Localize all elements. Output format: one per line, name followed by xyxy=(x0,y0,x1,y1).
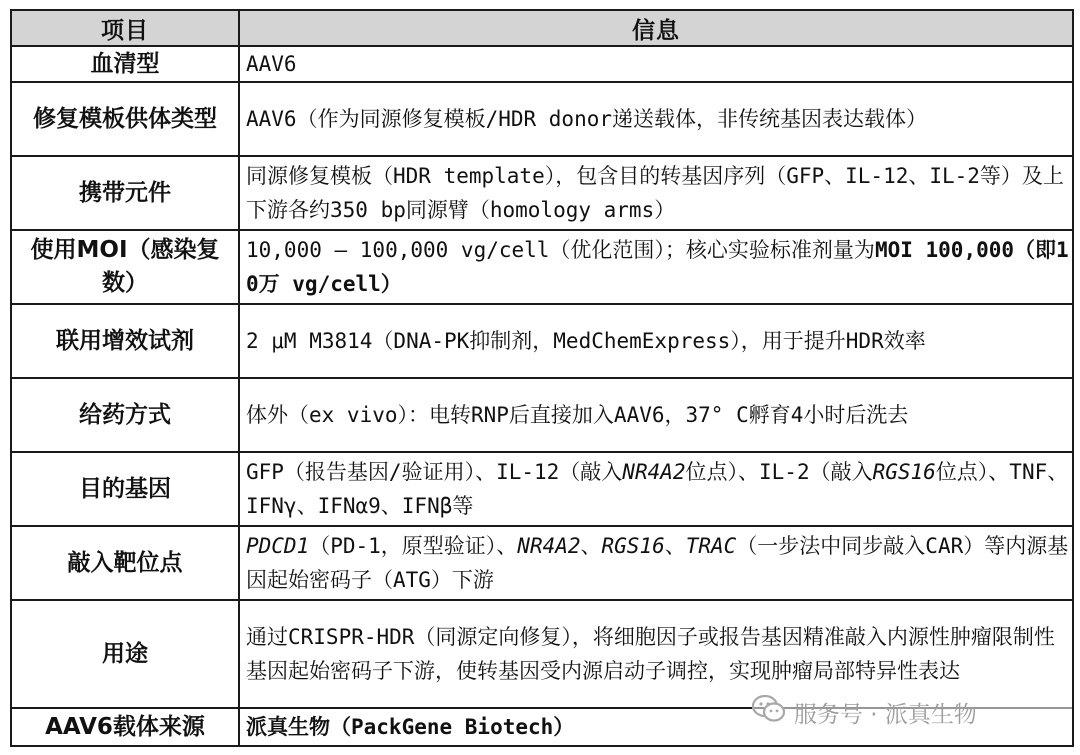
table-row xyxy=(11,600,1073,708)
moi-range-text: 10,000 – 100,000 vg/cell（优化范围）；核心实验标准剂量为 xyxy=(246,238,875,262)
gene-text-segment: GFP（报告基因/验证用）、IL-12（敲入 xyxy=(246,460,623,484)
row-value-donor-type: AAV6（作为同源修复模板/HDR donor递送载体，非传统基因表达载体） xyxy=(239,82,1073,156)
table-row xyxy=(11,708,1073,746)
header-info: 信息 xyxy=(239,10,1073,46)
moi-standard-dose: MOI 100,000（即10万 vg/cell） xyxy=(246,238,1069,296)
table-row xyxy=(11,378,1073,452)
site-text-segment: 、 xyxy=(664,534,686,558)
row-label-knockin-sites: 敲入靶位点 xyxy=(11,526,239,600)
header-item: 项目 xyxy=(11,10,239,46)
table-row xyxy=(11,82,1073,156)
row-label-donor-type: 修复模板供体类型 xyxy=(11,82,239,156)
gene-name-rgs16: RGS16 xyxy=(601,534,665,558)
table-row xyxy=(11,230,1073,304)
table-row xyxy=(11,156,1073,230)
table-row xyxy=(11,526,1073,600)
info-table xyxy=(10,9,1074,747)
site-text-segment: （PD-1，原型验证）、 xyxy=(309,534,518,558)
row-label-serotype: 血清型 xyxy=(11,46,239,82)
row-value-purpose: 通过CRISPR-HDR（同源定向修复），将细胞因子或报告基因精准敲入内源性肿瘤限制性基因起始密码子下游，使转基因受内源启动子调控，实现肿瘤局部特异性表达 xyxy=(239,600,1073,708)
row-label-delivery: 给药方式 xyxy=(11,378,239,452)
table-row xyxy=(11,452,1073,526)
row-value-enhancer: 2 μM M3814（DNA-PK抑制剂，MedChemExpress），用于提升HDR效率 xyxy=(239,304,1073,378)
table-header-row xyxy=(11,10,1073,46)
gene-name-pdcd1: PDCD1 xyxy=(246,534,310,558)
row-label-purpose: 用途 xyxy=(11,600,239,708)
table-row xyxy=(11,304,1073,378)
table-row xyxy=(11,46,1073,82)
row-label-enhancer: 联用增效试剂 xyxy=(11,304,239,378)
watermark-text: 服务号 · 派真生物 xyxy=(794,701,977,728)
gene-name-nr4a2: NR4A2 xyxy=(517,534,581,558)
site-text-segment: （一步法中同步敲入CAR）等内源基因起始密码子（ATG）下游 xyxy=(246,534,1069,592)
row-value-target-genes xyxy=(239,452,1073,526)
row-value-vector-source: 派真生物（PackGene Biotech） xyxy=(239,708,1073,746)
gene-name-trac: TRAC xyxy=(685,534,737,558)
row-value-delivery: 体外（ex vivo）：电转RNP后直接加入AAV6，37° C孵育4小时后洗去 xyxy=(239,378,1073,452)
gene-name-rgs16: RGS16 xyxy=(872,460,936,484)
gene-text-segment: 位点）、TNF、IFNγ、IFNα9、IFNβ等 xyxy=(246,460,1069,518)
row-label-moi: 使用MOI（感染复数） xyxy=(11,230,239,304)
row-label-vector-source: AAV6载体来源 xyxy=(11,708,239,746)
gene-text-segment: 位点）、IL-2（敲入 xyxy=(685,460,873,484)
gene-name-nr4a2: NR4A2 xyxy=(622,460,686,484)
row-value-knockin-sites xyxy=(239,526,1073,600)
row-label-target-genes: 目的基因 xyxy=(11,452,239,526)
site-text-segment: 、 xyxy=(580,534,602,558)
row-value-elements: 同源修复模板（HDR template），包含目的转基因序列（GFP、IL-12、IL-2等）及上下游各约350 bp同源臂（homology arms） xyxy=(239,156,1073,230)
row-label-elements: 携带元件 xyxy=(11,156,239,230)
row-value-moi xyxy=(239,230,1073,304)
row-value-serotype: AAV6 xyxy=(239,46,1073,82)
